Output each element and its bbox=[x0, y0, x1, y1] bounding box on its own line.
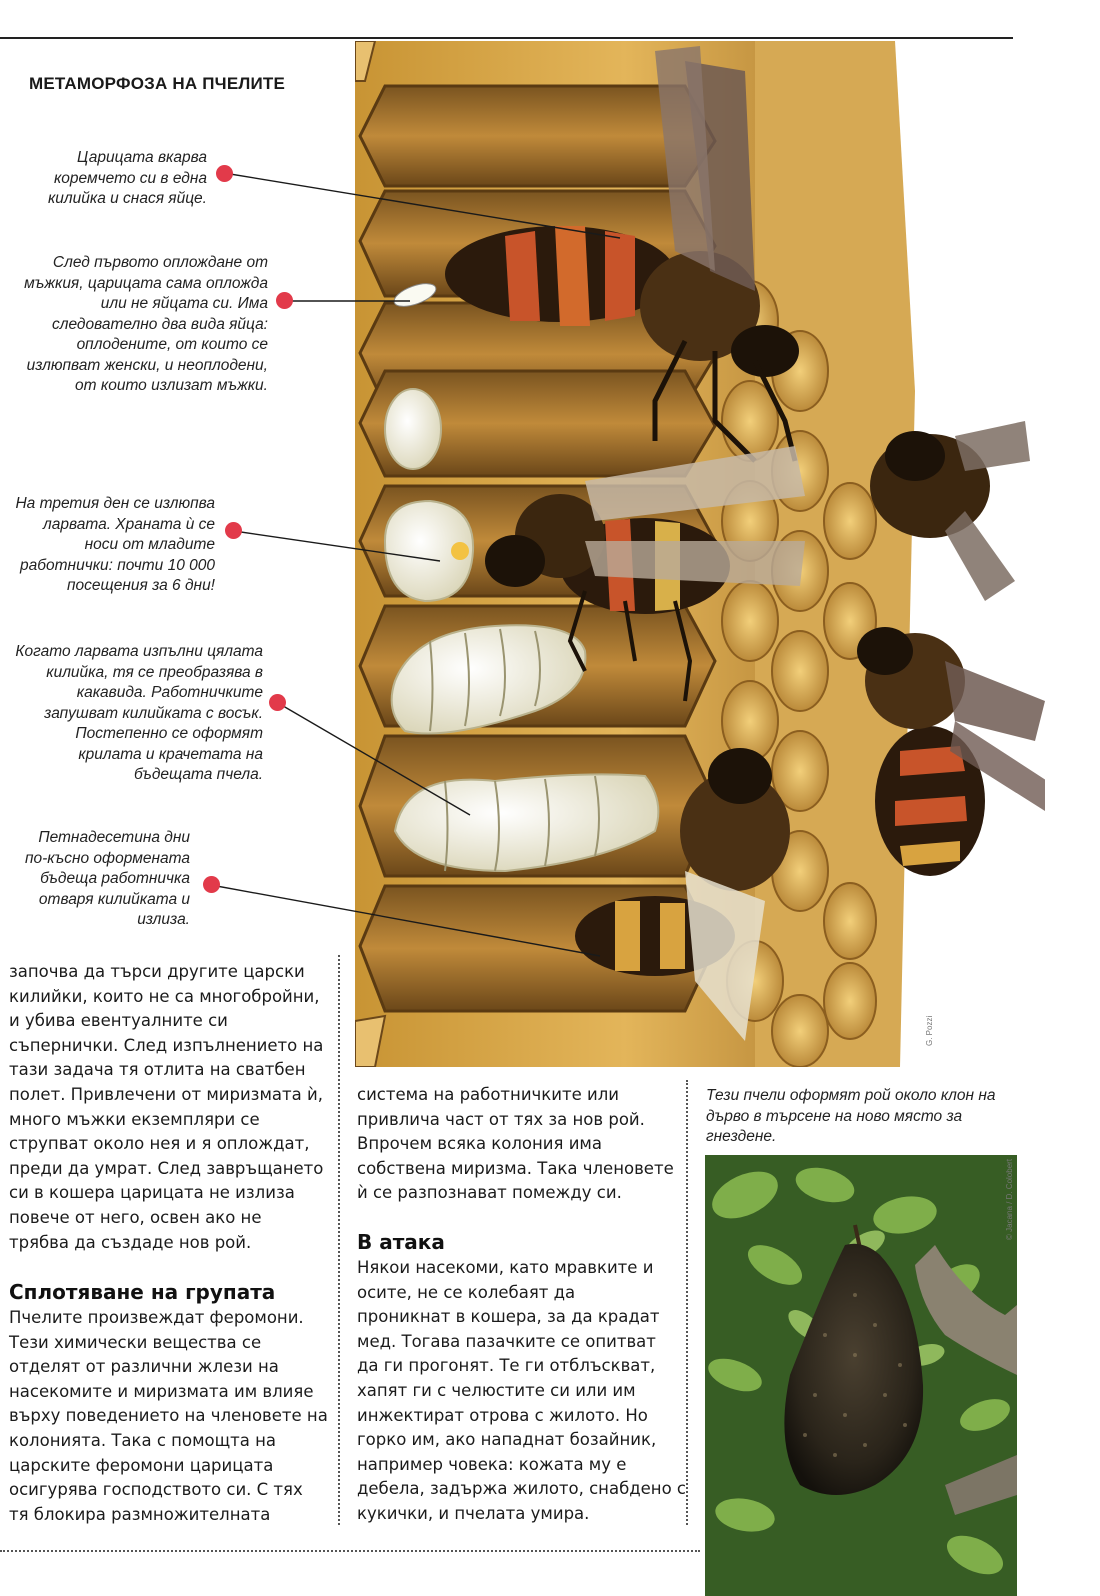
bee-swarm-photo bbox=[705, 1155, 1017, 1596]
honeycomb-illustration bbox=[355, 41, 1045, 1067]
annotation-fertilization: След първото оплождане от мъжкия, царицата сама опложда или не яйцата си. Има следователно два вида яйца: оплодените, от които се излюпват женски, и неоплодени, от които излизат мъжки. bbox=[24, 254, 268, 394]
column1-pheromones-paragraph: Пчелите произвеждат феромони. Тези химически вещества се отделят от различни жлези на насекомите и миризмата им влияе върху поведението на членовете на колонията. Така с помощта на царските феромони царицата осигурява господството си. С тях тя блокира размножителната bbox=[9, 1308, 328, 1524]
top-rule bbox=[0, 37, 1013, 39]
annotation-dot-4 bbox=[269, 694, 286, 711]
photo-credit: © Jacana / D. Colobert bbox=[1005, 1158, 1014, 1240]
heading-attack: В атака bbox=[357, 1230, 445, 1254]
column-divider-2 bbox=[686, 1080, 688, 1525]
section-title: МЕТАМОРФОЗА НА ПЧЕЛИТЕ bbox=[29, 74, 286, 93]
illustration-credit: G. Pozzi bbox=[925, 1015, 934, 1046]
annotation-dot-3 bbox=[225, 522, 242, 539]
annotation-dot-2 bbox=[276, 292, 293, 309]
annotation-pupa: Когато ларвата изпълни цялата килийка, тя се преобразява в какавида. Работничките запушват килийката с восък. Постепенно се оформят крилата и крачетата на бъдещата пчела. bbox=[15, 643, 263, 783]
annotation-queen-lays-egg: Царицата вкарва коремчето си в една килийка и снася яйце. bbox=[47, 149, 207, 207]
column2-paragraph: система на работничките или привлича част от тях за нов рой. Впрочем всяка колония има собствена миризма. Така членовете ѝ се разпознават помежду си. bbox=[357, 1085, 674, 1203]
photo-caption: Тези пчели оформят рой около клон на дърво в търсене на ново място за гнездене. bbox=[706, 1087, 996, 1145]
annotation-larva-hatch: На третия ден се излюпва ларвата. Храната ѝ се носи от младите работнички: почти 10 000 посещения за 6 дни! bbox=[15, 495, 215, 594]
bottom-dotted-rule bbox=[0, 1550, 700, 1552]
column1-paragraph: започва да търси другите царски килийки, които не са многобройни, и убива евентуалните си съпернички. След изпълнението на тази задача тя отлита на сватбен полет. Привлечени от миризмата ѝ, много мъжки екземпляри се струпват около нея и я оплождат, преди да умрат. След завръщането си в кошера царицата не излиза повече от него, освен ако не трябва да създаде нов рой. bbox=[9, 962, 324, 1252]
column-divider-1 bbox=[338, 955, 340, 1525]
annotation-dot-5 bbox=[203, 876, 220, 893]
column2-attack-paragraph: Някои насекоми, като мравките и осите, не се колебаят да проникнат в кошера, за да крадат мед. Тогава пазачките се опитват да ги прогонят. Те ги отблъскват, хапят ги с челюстите си или им инжектират отрова с жилото. Но горко им, ако нападнат бозайник, например човека: кожата му е дебела, задържа жилото, снабдено с кукички, и пчелата умира. bbox=[357, 1258, 687, 1523]
annotation-dot-1 bbox=[216, 165, 233, 182]
annotation-emergence: Петнадесетина дни по-късно оформената бъдеща работничка отваря килийката и излиза. bbox=[24, 829, 190, 928]
heading-group-cohesion: Сплотяване на групата bbox=[9, 1280, 276, 1304]
